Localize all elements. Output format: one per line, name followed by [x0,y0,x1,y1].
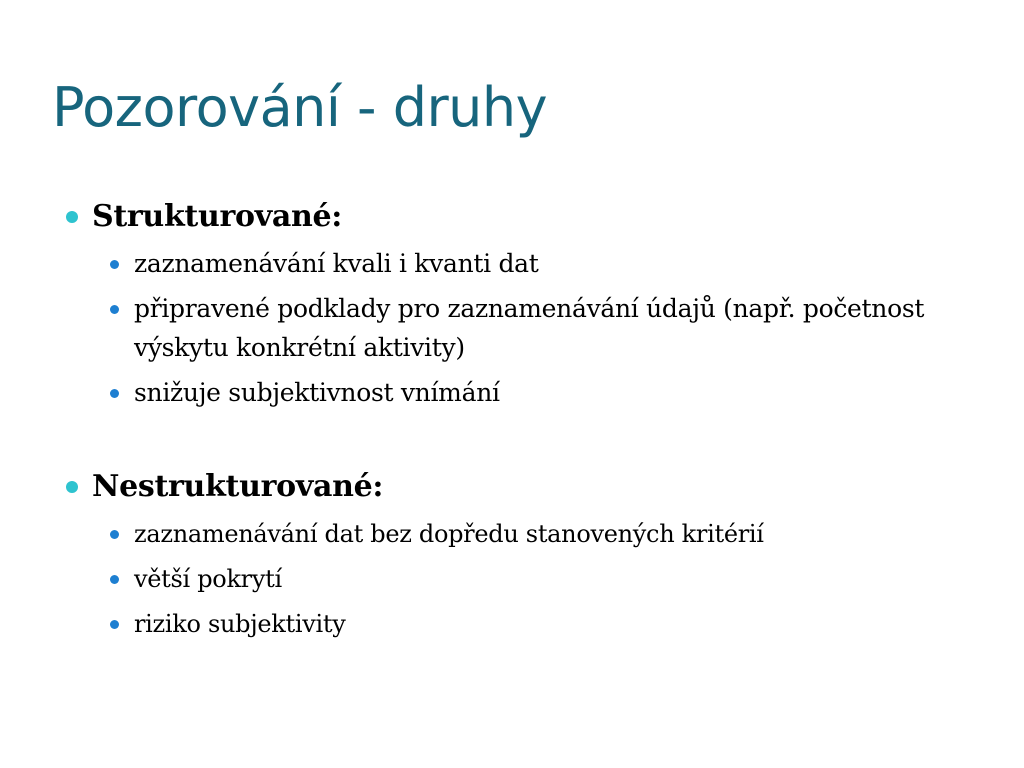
section-heading-row [64,192,964,242]
bullet-icon [66,481,78,493]
section-heading: Strukturované: [92,199,343,234]
bullet-icon [110,389,119,398]
slide-title: Pozorování - druhy [52,76,548,139]
list-item-text: zaznamenávání dat bez dopředu stanovených kritérií [134,520,764,548]
list-item [64,244,964,283]
list-item-text: větší pokrytí [134,565,282,593]
list-item [64,289,964,367]
bullet-icon [110,620,119,629]
list-item-text: snižuje subjektivnost vnímání [134,378,500,407]
list-item [64,514,964,554]
bullet-icon [110,305,119,314]
slide-content [64,192,964,649]
section-heading: Nestrukturované: [92,469,384,504]
list-item-text: zaznamenávání kvali i kvanti dat [134,249,539,278]
section-structured [64,192,964,412]
list-item-text: riziko subjektivity [134,610,346,638]
section-heading-row [64,462,964,512]
list-item [64,559,964,599]
list-item-text: připravené podklady pro zaznamenávání údajů (např. početnost výskytu konkrétní aktivity) [134,294,925,362]
section-unstructured [64,462,964,644]
list-item [64,373,964,412]
bullet-icon [110,260,119,269]
bullet-list [64,514,964,644]
bullet-icon [110,530,119,539]
bullet-icon [66,211,78,223]
bullet-icon [110,575,119,584]
list-item [64,604,964,644]
bullet-list [64,244,964,412]
